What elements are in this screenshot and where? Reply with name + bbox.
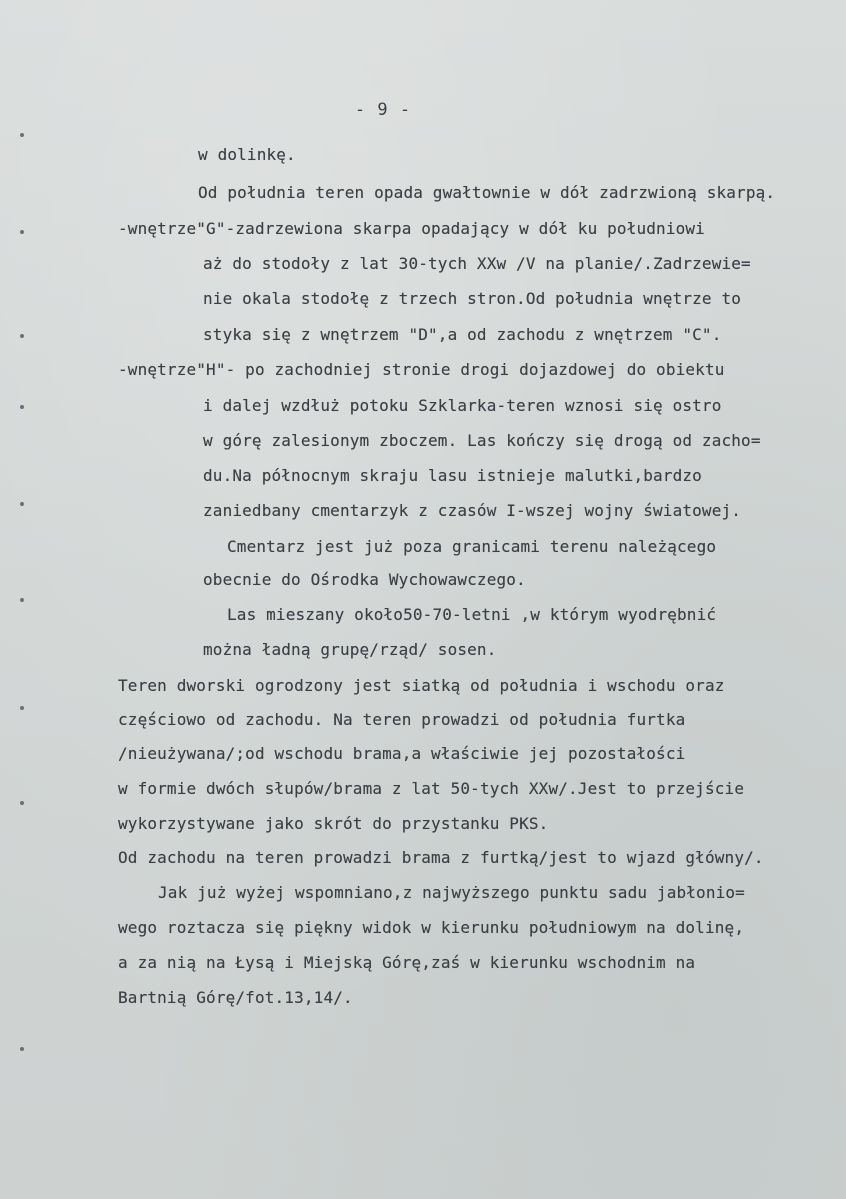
text-line: nie okala stodołę z trzech stron.Od południa wnętrze to [203, 289, 742, 308]
binding-hole-mark [20, 706, 24, 710]
binding-hole-mark [20, 598, 24, 602]
text-line: -wnętrze"H"- po zachodniej stronie drogi dojazdowej do obiektu [118, 360, 725, 379]
text-line: Od południa teren opada gwałtownie w dół zadrzwioną skarpą. [198, 183, 776, 202]
binding-hole-mark [20, 801, 24, 805]
text-line: częściowo od zachodu. Na teren prowadzi od południa furtka [118, 710, 686, 729]
text-line: zaniedbany cmentarzyk z czasów I-wszej wojny światowej. [203, 501, 742, 520]
text-line: Teren dworski ogrodzony jest siatką od południa i wschodu oraz [118, 676, 725, 695]
text-line: Od zachodu na teren prowadzi brama z furtką/jest to wjazd główny/. [118, 848, 764, 867]
binding-hole-mark [20, 133, 24, 137]
binding-hole-mark [20, 502, 24, 506]
text-line: w górę zalesionym zboczem. Las kończy się drogą od zacho= [203, 431, 761, 450]
text-line: du.Na północnym skraju lasu istnieje malutki,bardzo [203, 466, 702, 485]
text-line: Bartnią Górę/fot.13,14/. [118, 988, 353, 1007]
text-line: /nieużywana/;od wschodu brama,a właściwie jej pozostałości [118, 744, 686, 763]
binding-hole-mark [20, 334, 24, 338]
text-line: Jak już wyżej wspomniano,z najwyższego punktu sadu jabłonio= [158, 883, 745, 902]
text-line: -wnętrze"G"-zadrzewiona skarpa opadający w dół ku południowi [118, 219, 705, 238]
page-number: - 9 - [354, 100, 412, 120]
text-line: wego roztacza się piękny widok w kierunku południowym na dolinę, [118, 918, 745, 937]
text-line: można ładną grupę/rząd/ sosen. [203, 640, 497, 659]
text-line: Las mieszany około50-70-letni ,w którym wyodrębnić [227, 605, 717, 624]
binding-hole-mark [20, 405, 24, 409]
text-line: w dolinkę. [198, 145, 296, 164]
text-line: w formie dwóch słupów/brama z lat 50-tych XXw/.Jest to przejście [118, 779, 745, 798]
text-line: wykorzystywane jako skrót do przystanku PKS. [118, 814, 549, 833]
text-line: aż do stodoły z lat 30-tych XXw /V na planie/.Zadrzewie= [203, 254, 751, 273]
text-line: obecnie do Ośrodka Wychowawczego. [203, 570, 526, 589]
text-line: a za nią na Łysą i Miejską Górę,zaś w kierunku wschodnim na [118, 953, 696, 972]
text-line: Cmentarz jest już poza granicami terenu należącego [227, 537, 717, 556]
binding-hole-mark [20, 1047, 24, 1051]
binding-hole-mark [20, 230, 24, 234]
text-line: styka się z wnętrzem "D",a od zachodu z wnętrzem "C". [203, 325, 722, 344]
text-line: i dalej wzdłuż potoku Szklarka-teren wznosi się ostro [203, 396, 722, 415]
